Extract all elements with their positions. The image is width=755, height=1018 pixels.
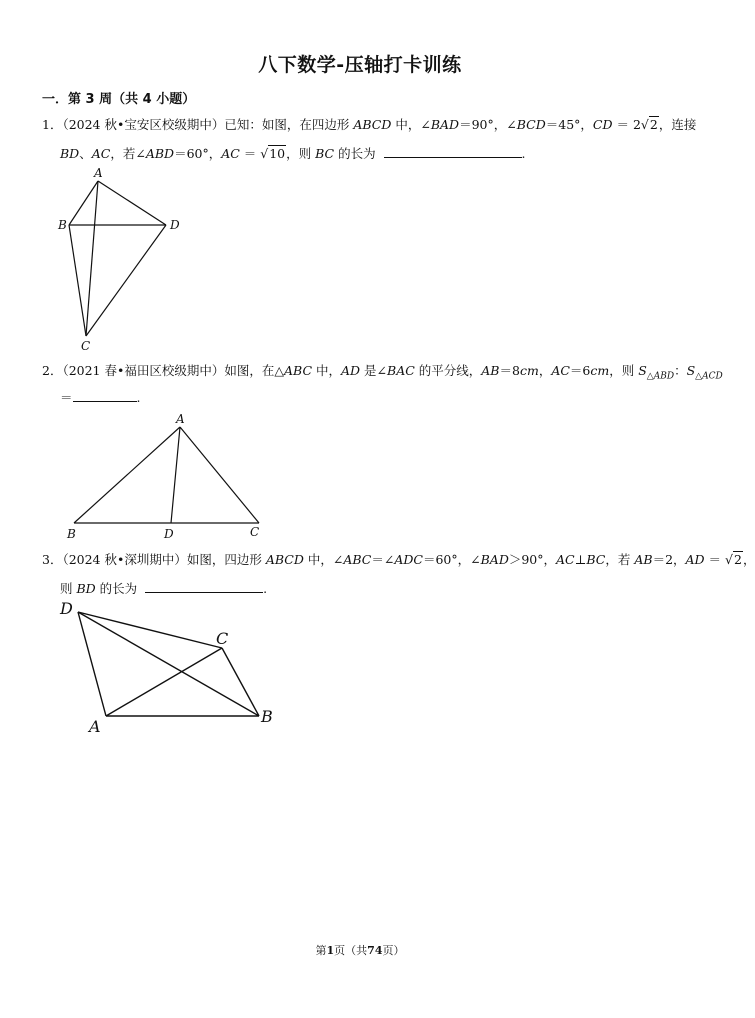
q3-text: ＝ <box>704 552 726 567</box>
q3-source: （2024 秋•深圳期中） <box>62 552 187 567</box>
q3-figure <box>56 596 286 736</box>
q1-label-d: D <box>170 218 180 232</box>
q3-line-2 <box>60 580 267 597</box>
footer-text: 页（共 <box>334 944 368 957</box>
q2-label-b: B <box>67 527 76 541</box>
q1-text: ＝45°， <box>545 117 593 132</box>
q2-label-c: C <box>250 525 260 539</box>
q3-math: BC <box>586 552 606 567</box>
q1-source: （2024 秋•宝安区校级期中） <box>62 117 225 132</box>
q3-math: BAD <box>480 552 509 567</box>
q3-math: ABC <box>343 552 372 567</box>
q1-text: ，连接 <box>658 117 697 132</box>
q1-math: AC <box>221 146 240 161</box>
q1-answer-blank[interactable] <box>384 145 522 158</box>
q1-seg-ac <box>86 181 98 336</box>
page-title: 八下数学-压轴打卡训练 <box>258 54 462 76</box>
q3-label-c: C <box>216 629 229 648</box>
q2-text: ＝8 <box>499 363 520 378</box>
q1-sqrt: √10 <box>260 146 286 161</box>
q2-text: 的平分线， <box>414 363 482 378</box>
q2-text: ，则 <box>609 363 639 378</box>
q3-seg-da <box>78 612 106 716</box>
q1-math: AC <box>91 146 111 161</box>
section-heading: 一．第 3 周（共 4 小题） <box>42 92 196 107</box>
q2-answer-blank[interactable] <box>73 389 137 402</box>
q3-math: AD <box>685 552 705 567</box>
q1-line-1 <box>42 117 696 133</box>
q2-seg-ac <box>180 427 259 523</box>
q3-text: ⊥ <box>574 552 587 567</box>
q2-math: ABC <box>284 363 313 378</box>
q1-text: ，若∠ <box>110 146 146 161</box>
q2-math: S <box>638 363 647 378</box>
q3-text: 则 <box>60 581 77 596</box>
q1-label-b: B <box>58 218 67 232</box>
q3-text: ＝∠ <box>371 552 395 567</box>
footer-page-total: 74 <box>367 944 383 957</box>
q1-seg-bc <box>69 225 86 336</box>
q1-line-2 <box>60 145 526 162</box>
q2-subscript: △ACD <box>695 371 723 382</box>
q3-math: BD <box>76 581 96 596</box>
q2-math: S <box>686 363 696 378</box>
q3-number: 3． <box>42 552 63 567</box>
footer-text: 页） <box>382 944 405 957</box>
q2-math: AB <box>481 363 500 378</box>
q1-text: . <box>521 146 526 161</box>
q2-seg-ab <box>74 427 180 523</box>
q3-answer-blank[interactable] <box>145 580 263 593</box>
q3-math: ADC <box>394 552 423 567</box>
q1-math: ABCD <box>353 117 392 132</box>
q1-text: ＝60°， <box>174 146 222 161</box>
q2-label-a: A <box>176 412 185 426</box>
q3-text: ，若 <box>605 552 635 567</box>
q1-math: BD <box>60 146 80 161</box>
q2-number: 2． <box>42 363 63 378</box>
q1-text: 、 <box>79 146 92 161</box>
q2-math: BAC <box>387 363 415 378</box>
q1-math: BC <box>315 146 335 161</box>
q3-sqrt: √2 <box>725 552 742 567</box>
q3-text: 如图，四边形 <box>186 552 266 567</box>
q1-math: BAD <box>430 117 460 132</box>
q1-sqrt: √2 <box>640 117 658 132</box>
q1-figure <box>52 164 192 354</box>
q1-seg-dc <box>86 225 166 336</box>
q2-text: ： <box>674 363 687 378</box>
q3-seg-db <box>78 612 259 716</box>
q3-text: 的长为 <box>95 581 138 596</box>
q1-text: 中，∠ <box>391 117 431 132</box>
q3-text: 中，∠ <box>303 552 344 567</box>
q1-seg-ab <box>69 181 98 225</box>
q2-text: 如图，在△ <box>224 363 284 378</box>
q1-math: ABD <box>145 146 175 161</box>
q2-subscript: △ABD <box>646 371 675 382</box>
q1-radicand: 2 <box>649 117 658 132</box>
q2-text: ， <box>538 363 552 378</box>
q3-text: ＝60°，∠ <box>422 552 481 567</box>
q1-text: ＝90°，∠ <box>459 117 517 132</box>
q2-math: AC <box>551 363 570 378</box>
q1-radicand: 10 <box>269 146 286 161</box>
q3-text: ， <box>742 552 755 567</box>
q1-math: CD <box>592 117 613 132</box>
q3-radicand: 2 <box>734 552 742 567</box>
q1-text: 已知：如图，在四边形 <box>224 117 354 132</box>
footer-text: 第 <box>315 944 327 957</box>
q2-text: ＝ <box>60 390 73 405</box>
q2-text: 中， <box>312 363 341 378</box>
q3-text: . <box>263 581 268 596</box>
q1-text: ＝ 2 <box>612 117 641 132</box>
q2-math: cm <box>590 363 610 378</box>
q3-line-1 <box>42 552 755 568</box>
q3-math: ABCD <box>265 552 304 567</box>
q2-math: cm <box>519 363 539 378</box>
q2-text: 是∠ <box>360 363 388 378</box>
page-footer <box>0 942 720 958</box>
q2-source: （2021 春•福田区校级期中） <box>62 363 225 378</box>
q3-label-a: A <box>89 717 101 736</box>
q1-math: BCD <box>516 117 546 132</box>
q3-seg-dc <box>78 612 222 648</box>
q3-text: ＝2， <box>652 552 686 567</box>
q2-line-2 <box>60 389 141 406</box>
q2-figure <box>62 410 272 546</box>
q3-math: AC <box>556 552 575 567</box>
q2-seg-ad <box>171 427 180 523</box>
q3-math: AB <box>634 552 653 567</box>
q1-text: 的长为 <box>334 146 376 161</box>
q3-label-b: B <box>261 707 273 726</box>
q1-text: ＝ <box>239 146 261 161</box>
q2-text: ＝6 <box>569 363 591 378</box>
q2-text: . <box>136 390 141 405</box>
q1-number: 1． <box>42 117 63 132</box>
q3-seg-ca <box>106 648 222 716</box>
q3-text: ＞90°， <box>508 552 557 567</box>
q1-label-a: A <box>94 166 103 180</box>
q3-label-d: D <box>60 599 73 618</box>
q1-label-c: C <box>81 339 91 353</box>
q1-text: ，则 <box>286 146 316 161</box>
footer-page-number: 1 <box>326 944 335 957</box>
q2-line-1 <box>42 363 723 385</box>
q2-label-d: D <box>164 527 174 541</box>
q2-math: AD <box>341 363 361 378</box>
q1-seg-ad <box>98 181 166 225</box>
